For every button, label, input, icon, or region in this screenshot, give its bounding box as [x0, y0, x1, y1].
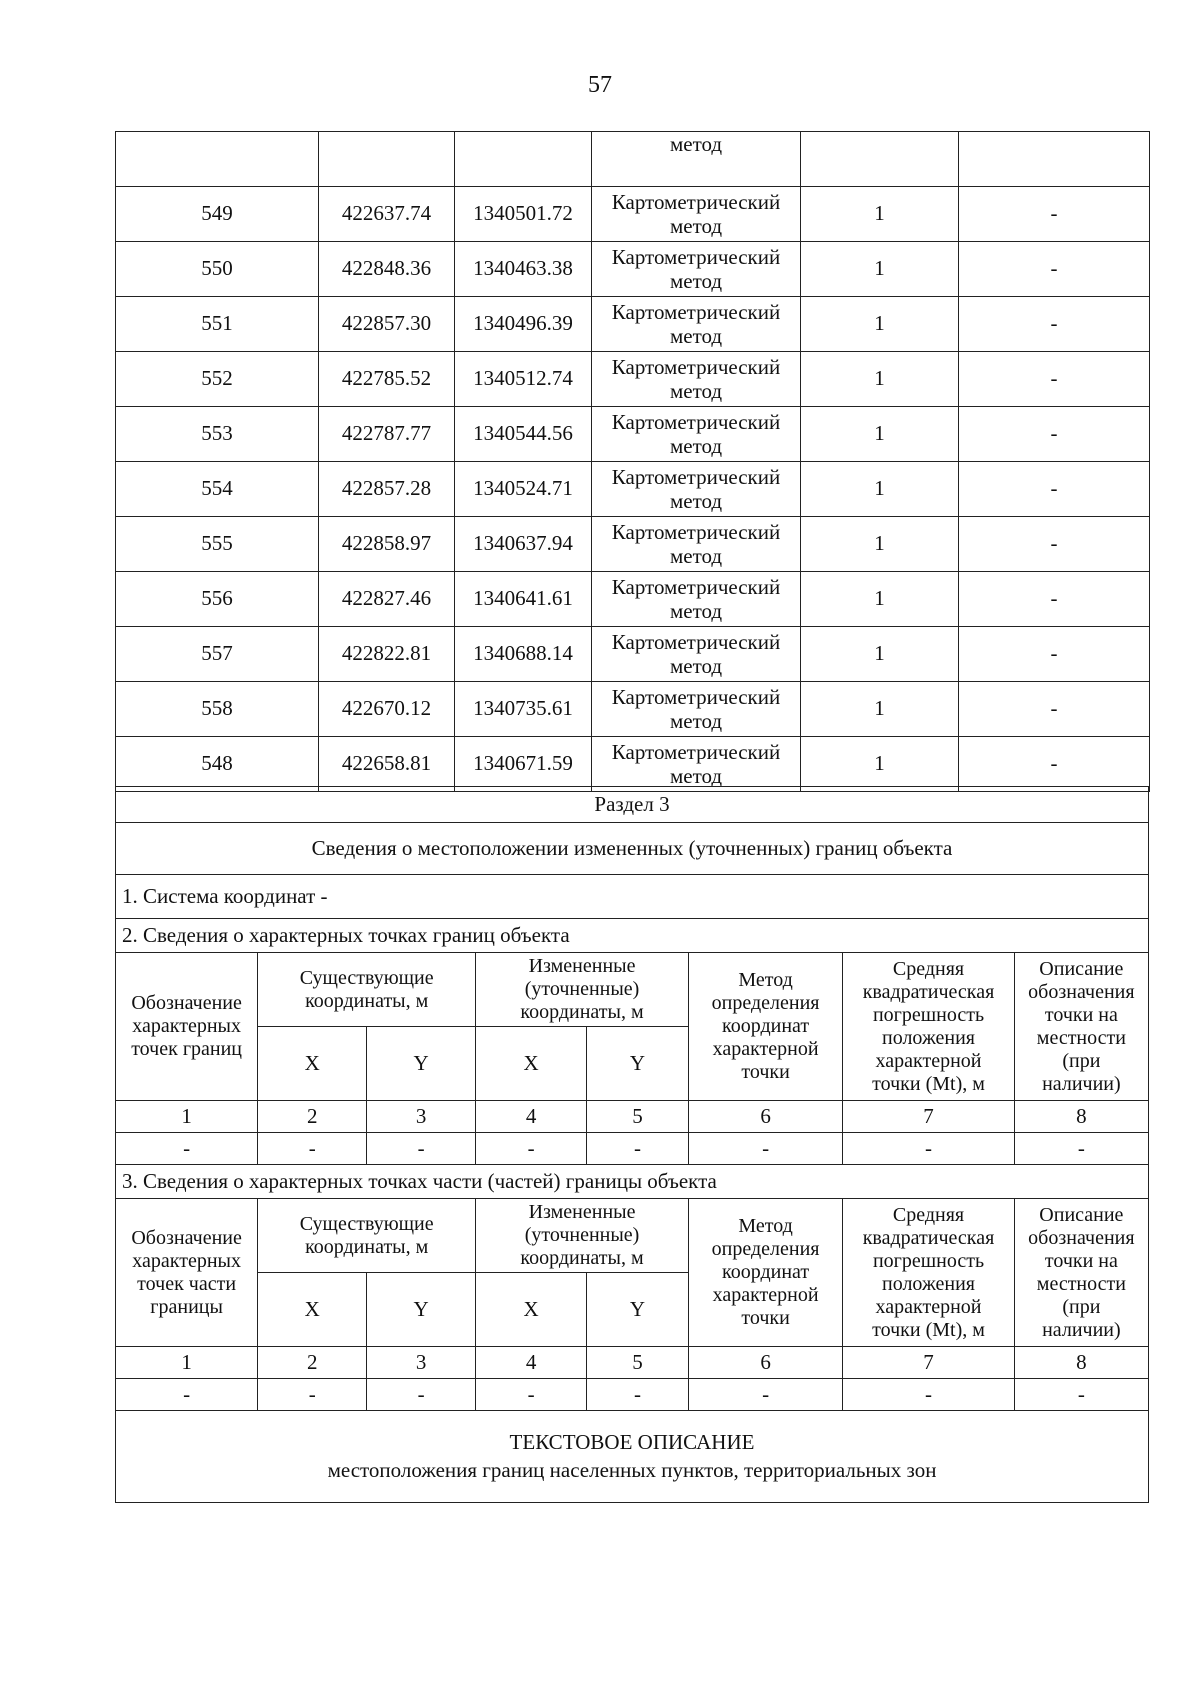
method-line: Картометрический	[611, 189, 781, 214]
points-heading: 2. Сведения о характерных точках границ объекта	[116, 919, 1149, 953]
header-line: (при	[1062, 1295, 1101, 1318]
method-cell: метод	[592, 132, 801, 187]
header-method	[688, 953, 842, 1101]
empty-value: -	[587, 1379, 689, 1411]
header-line: квадратическая	[862, 980, 995, 1003]
method-line: Картометрический	[611, 739, 781, 764]
column-number: 6	[688, 1101, 842, 1133]
header-line: местности	[1036, 1026, 1126, 1049]
header-line: наличии)	[1042, 1318, 1121, 1341]
empty-value: -	[476, 1379, 587, 1411]
empty-value: -	[843, 1379, 1014, 1411]
method-cell	[592, 352, 801, 407]
table-row	[116, 787, 1149, 823]
table-row	[116, 1133, 1149, 1165]
header-line: Существующие	[299, 1212, 434, 1235]
header-x: X	[476, 1027, 587, 1101]
header-line: координат	[722, 1261, 810, 1283]
header-x: X	[476, 1273, 587, 1347]
mt-value: 1	[801, 627, 959, 682]
header-line: Описание	[1039, 957, 1124, 980]
description-value: -	[959, 187, 1150, 242]
empty-value: -	[367, 1133, 476, 1165]
mt-value: 1	[801, 242, 959, 297]
point-number: 556	[116, 572, 319, 627]
empty-value: -	[1014, 1379, 1148, 1411]
method-line: метод	[669, 269, 723, 293]
empty-value: -	[116, 1133, 258, 1165]
header-line: обозначения	[1028, 1226, 1135, 1249]
header-line: координаты, м	[305, 989, 429, 1012]
column-number: 8	[1014, 1101, 1148, 1133]
header-error	[843, 1199, 1014, 1347]
table-row	[116, 1379, 1149, 1411]
header-existing-coords	[258, 1199, 476, 1273]
header-line: точки на	[1044, 1249, 1118, 1272]
table-row	[116, 682, 1150, 737]
y-coordinate: 1340735.61	[455, 682, 592, 737]
section3-table	[115, 786, 1149, 1503]
header-changed-coords	[476, 953, 689, 1027]
column-number: 7	[843, 1347, 1014, 1379]
x-coordinate: 422858.97	[319, 517, 455, 572]
table-row	[116, 132, 1150, 187]
point-number: 551	[116, 297, 319, 352]
method-line: метод	[669, 214, 723, 238]
header-line: (уточненные)	[524, 1224, 640, 1246]
table-row	[116, 627, 1150, 682]
point-number: 553	[116, 407, 319, 462]
text-description-title: ТЕКСТОВОЕ ОПИСАНИЕ	[509, 1430, 755, 1455]
method-line: Картометрический	[611, 629, 781, 654]
x-coordinate: 422822.81	[319, 627, 455, 682]
parts-heading: 3. Сведения о характерных точках части (частей) границы объекта	[116, 1165, 1149, 1199]
column-number: 6	[688, 1347, 842, 1379]
text-description-subtitle: местоположения границ населенных пунктов, территориальных зон	[327, 1457, 937, 1482]
description-value: -	[959, 682, 1150, 737]
method-line: метод	[669, 434, 723, 458]
empty-value: -	[688, 1133, 842, 1165]
header-line: характерной	[712, 1038, 819, 1060]
header-line: Метод	[738, 1215, 793, 1237]
description-value: -	[959, 352, 1150, 407]
header-y: Y	[367, 1273, 476, 1347]
header-line: точки	[741, 1061, 790, 1083]
table-row	[116, 737, 1150, 792]
mt-value: 1	[801, 462, 959, 517]
table-header-row	[116, 1199, 1149, 1273]
method-line: метод	[669, 654, 723, 678]
header-line: характерной	[875, 1295, 982, 1318]
method-line: Картометрический	[611, 409, 781, 434]
header-error	[843, 953, 1014, 1101]
x-coordinate: 422848.36	[319, 242, 455, 297]
method-line: Картометрический	[611, 574, 781, 599]
method-line: Картометрический	[611, 299, 781, 324]
header-existing-coords	[258, 953, 476, 1027]
table-row	[116, 187, 1150, 242]
y-coordinate: 1340512.74	[455, 352, 592, 407]
header-designation	[116, 1199, 258, 1347]
method-line: метод	[669, 544, 723, 568]
header-line: (уточненные)	[524, 978, 640, 1000]
table-row	[116, 517, 1150, 572]
header-line: Описание	[1039, 1203, 1124, 1226]
y-coordinate: 1340463.38	[455, 242, 592, 297]
point-number: 549	[116, 187, 319, 242]
header-line: (при	[1062, 1049, 1101, 1072]
point-number: 554	[116, 462, 319, 517]
header-y: Y	[587, 1273, 689, 1347]
method-line: метод	[669, 709, 723, 733]
method-line: Картометрический	[611, 519, 781, 544]
header-line: Обозначение	[131, 992, 242, 1014]
point-number: 548	[116, 737, 319, 792]
header-line: характерной	[875, 1049, 982, 1072]
description-value: -	[959, 462, 1150, 517]
x-coordinate: 422637.74	[319, 187, 455, 242]
mt-value: 1	[801, 682, 959, 737]
header-line: Существующие	[299, 966, 434, 989]
description-value: -	[959, 242, 1150, 297]
header-line: положения	[882, 1026, 975, 1049]
table-row	[116, 407, 1150, 462]
column-numbers-row	[116, 1347, 1149, 1379]
table-row	[116, 875, 1149, 919]
point-number: 558	[116, 682, 319, 737]
description-value: -	[959, 297, 1150, 352]
empty-value: -	[843, 1133, 1014, 1165]
x-coordinate: 422857.30	[319, 297, 455, 352]
header-line: точки	[741, 1307, 790, 1329]
parts-header	[116, 1199, 1149, 1411]
method-cell	[592, 682, 801, 737]
header-line: точки (Mt), м	[872, 1318, 985, 1341]
header-line: погрешность	[872, 1249, 985, 1272]
x-coordinate: 422787.77	[319, 407, 455, 462]
header-line: границы	[150, 1295, 223, 1318]
x-coordinate: 422658.81	[319, 737, 455, 792]
description-value: -	[959, 627, 1150, 682]
point-number: 557	[116, 627, 319, 682]
header-x: X	[258, 1273, 367, 1347]
x-coordinate: 422785.52	[319, 352, 455, 407]
coordinate-rows	[116, 187, 1150, 792]
mt-value: 1	[801, 352, 959, 407]
y-coordinate: 1340496.39	[455, 297, 592, 352]
header-line: обозначения	[1028, 980, 1135, 1003]
mt-value: 1	[801, 407, 959, 462]
method-cell	[592, 572, 801, 627]
description-value: -	[959, 737, 1150, 792]
x-coordinate: 422827.46	[319, 572, 455, 627]
header-line: положения	[882, 1272, 975, 1295]
empty-value: -	[688, 1379, 842, 1411]
point-number: 550	[116, 242, 319, 297]
header-designation	[116, 953, 258, 1101]
y-coordinate: 1340544.56	[455, 407, 592, 462]
header-line: наличии)	[1042, 1072, 1121, 1095]
points-header	[116, 953, 1149, 1165]
y-coordinate: 1340641.61	[455, 572, 592, 627]
column-number: 2	[258, 1101, 367, 1133]
method-cell	[592, 407, 801, 462]
table-row	[116, 1411, 1149, 1503]
method-line: Картометрический	[611, 464, 781, 489]
empty-value: -	[116, 1379, 258, 1411]
y-coordinate: 1340524.71	[455, 462, 592, 517]
x-coordinate: 422857.28	[319, 462, 455, 517]
header-description	[1014, 1199, 1148, 1347]
column-number: 3	[367, 1101, 476, 1133]
header-line: координаты, м	[305, 1235, 429, 1258]
method-line: метод	[669, 489, 723, 513]
header-line: Средняя	[892, 1203, 965, 1226]
method-line: метод	[669, 764, 723, 788]
method-cell	[592, 517, 801, 572]
x-coordinate: 422670.12	[319, 682, 455, 737]
coord-system-label: 1. Система координат -	[116, 875, 1149, 919]
header-line: Обозначение	[131, 1226, 242, 1249]
description-value: -	[959, 517, 1150, 572]
table-row	[116, 572, 1150, 627]
column-number: 7	[843, 1101, 1014, 1133]
method-cell	[592, 242, 801, 297]
y-coordinate: 1340501.72	[455, 187, 592, 242]
header-line: Измененные	[528, 955, 636, 977]
column-numbers-row	[116, 1101, 1149, 1133]
header-changed-coords	[476, 1199, 689, 1273]
empty-value: -	[587, 1133, 689, 1165]
column-number: 5	[587, 1101, 689, 1133]
point-number: 555	[116, 517, 319, 572]
method-cell	[592, 187, 801, 242]
header-line: характерных	[132, 1015, 241, 1037]
header-line: точки на	[1044, 1003, 1118, 1026]
table-header-row	[116, 953, 1149, 1027]
header-line: характерной	[712, 1284, 819, 1306]
section-subtitle: Сведения о местоположении измененных (уточненных) границ объекта	[116, 823, 1149, 875]
header-line: координат	[722, 1015, 810, 1037]
text-description	[116, 1411, 1149, 1503]
header-method	[688, 1199, 842, 1347]
page-number: 57	[588, 72, 612, 98]
header-line: Средняя	[892, 957, 965, 980]
header-line: координаты, м	[520, 1001, 644, 1023]
method-cell	[592, 462, 801, 517]
header-line: погрешность	[872, 1003, 985, 1026]
method-line: метод	[669, 379, 723, 403]
header-x: X	[258, 1027, 367, 1101]
column-number: 1	[116, 1347, 258, 1379]
column-number: 1	[116, 1101, 258, 1133]
table-row	[116, 919, 1149, 953]
empty-value: -	[258, 1133, 367, 1165]
header-description	[1014, 953, 1148, 1101]
mt-value: 1	[801, 737, 959, 792]
method-line: Картометрический	[611, 684, 781, 709]
header-line: характерных	[132, 1249, 241, 1272]
description-value: -	[959, 572, 1150, 627]
header-y: Y	[367, 1027, 476, 1101]
mt-value: 1	[801, 517, 959, 572]
y-coordinate: 1340671.59	[455, 737, 592, 792]
y-coordinate: 1340688.14	[455, 627, 592, 682]
method-cell	[592, 297, 801, 352]
table-row	[116, 462, 1150, 517]
method-line: метод	[669, 324, 723, 348]
method-cell	[592, 627, 801, 682]
description-value: -	[959, 407, 1150, 462]
column-number: 2	[258, 1347, 367, 1379]
header-line: местности	[1036, 1272, 1126, 1295]
point-number: 552	[116, 352, 319, 407]
header-line: точек границ	[131, 1038, 243, 1060]
mt-value: 1	[801, 572, 959, 627]
column-number: 5	[587, 1347, 689, 1379]
column-number: 4	[476, 1101, 587, 1133]
section-title: Раздел 3	[116, 787, 1149, 823]
header-line: определения	[711, 1238, 820, 1260]
mt-value: 1	[801, 297, 959, 352]
table-row	[116, 242, 1150, 297]
method-line: Картометрический	[611, 354, 781, 379]
header-line: точек части	[137, 1272, 237, 1295]
column-number: 8	[1014, 1347, 1148, 1379]
header-y: Y	[587, 1027, 689, 1101]
header-line: Измененные	[528, 1201, 636, 1223]
header-line: определения	[711, 992, 820, 1014]
mt-value: 1	[801, 187, 959, 242]
empty-value: -	[1014, 1133, 1148, 1165]
method-cell	[592, 737, 801, 792]
coordinates-table	[115, 131, 1150, 792]
table-row	[116, 823, 1149, 875]
method-line: Картометрический	[611, 244, 781, 269]
empty-value: -	[476, 1133, 587, 1165]
method-line: метод	[669, 599, 723, 623]
header-line: квадратическая	[862, 1226, 995, 1249]
y-coordinate: 1340637.94	[455, 517, 592, 572]
table-row	[116, 352, 1150, 407]
empty-value: -	[367, 1379, 476, 1411]
header-line: точки (Mt), м	[872, 1072, 985, 1095]
column-number: 3	[367, 1347, 476, 1379]
header-line: Метод	[738, 969, 793, 991]
column-number: 4	[476, 1347, 587, 1379]
header-line: координаты, м	[520, 1247, 644, 1269]
table-row	[116, 1165, 1149, 1199]
table-row	[116, 297, 1150, 352]
empty-value: -	[258, 1379, 367, 1411]
